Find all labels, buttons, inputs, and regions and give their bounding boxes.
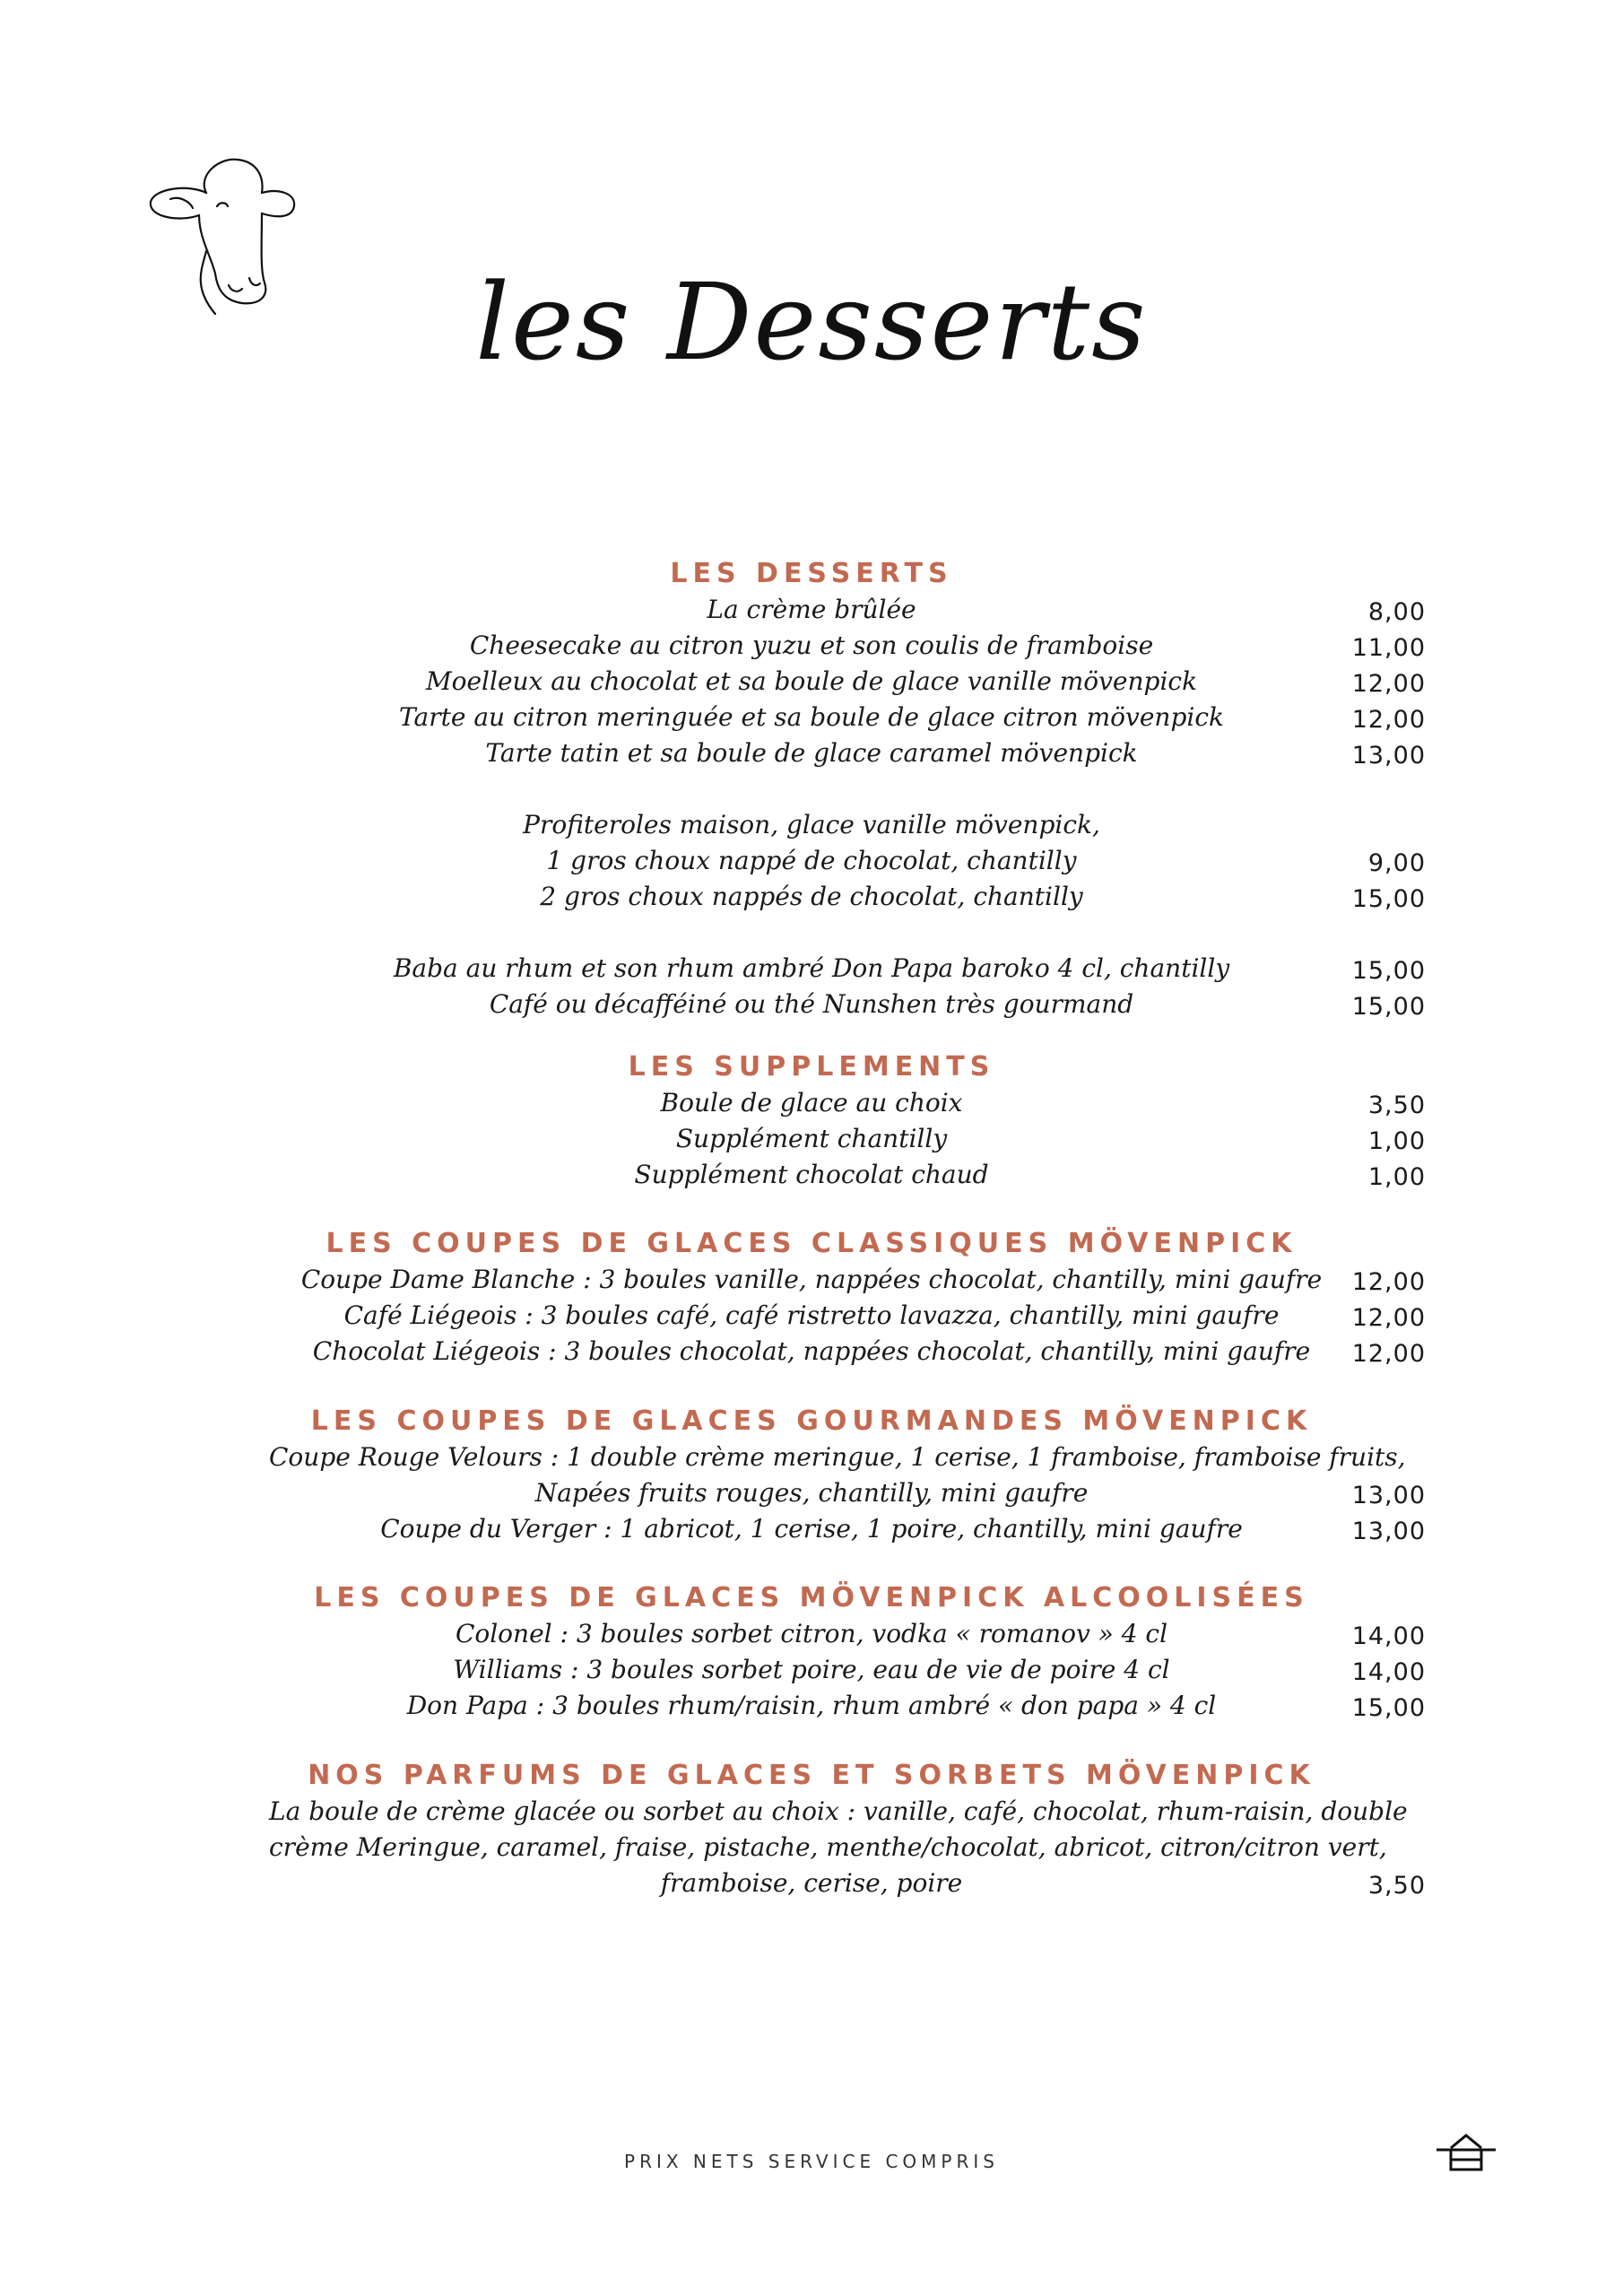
house-icon: [1435, 2130, 1497, 2173]
menu-item-price: 12,00: [1351, 670, 1426, 698]
menu-item-price: 15,00: [1351, 1694, 1426, 1722]
page-title: les Desserts: [475, 260, 1148, 384]
menu-item-price: 15,00: [1351, 957, 1426, 985]
menu-item-price: 12,00: [1351, 706, 1426, 734]
menu-item-price: 3,50: [1367, 1872, 1426, 1900]
menu-item-price: 15,00: [1351, 885, 1426, 913]
menu-item-text: Coupe Rouge Velours : 1 double crème meringue, 1 cerise, 1 framboise, framboise fruits,: [269, 1442, 1406, 1472]
section-title: NOS PARFUMS DE GLACES ET SORBETS MÖVENPICK: [308, 1760, 1315, 1791]
menu-item-text: Moelleux au chocolat et sa boule de glace vanille mövenpick: [425, 666, 1198, 696]
section-title: LES COUPES DE GLACES MÖVENPICK ALCOOLISÉES: [314, 1582, 1309, 1613]
menu-item-price: 13,00: [1351, 1482, 1426, 1509]
footer-note: PRIX NETS SERVICE COMPRIS: [624, 2151, 999, 2172]
menu-item-text: Tarte tatin et sa boule de glace caramel mövenpick: [485, 738, 1138, 768]
menu-item-price: 8,00: [1367, 598, 1426, 626]
menu-item-text: Café ou décafféiné ou thé Nunshen très gourmand: [489, 989, 1134, 1019]
menu-item-text: 2 gros choux nappés de chocolat, chantilly: [540, 882, 1083, 911]
section-title: LES DESSERTS: [670, 558, 953, 589]
menu-item-text: Supplément chantilly: [675, 1124, 948, 1153]
menu-item-text: Cheesecake au citron yuzu et son coulis de framboise: [469, 631, 1154, 660]
menu-item-text: crème Meringue, caramel, fraise, pistache, menthe/chocolat, abricot, citron/citron vert,: [269, 1832, 1387, 1862]
menu-item-price: 13,00: [1351, 1518, 1426, 1545]
section-title: LES SUPPLEMENTS: [628, 1051, 995, 1083]
menu-item-price: 9,00: [1367, 849, 1426, 877]
menu-item-price: 11,00: [1351, 634, 1426, 662]
menu-item-price: 12,00: [1351, 1340, 1426, 1368]
menu-item-text: Tarte au citron meringuée et sa boule de glace citron mövenpick: [399, 702, 1224, 732]
menu-item-text: framboise, cerise, poire: [660, 1868, 963, 1898]
menu-item-price: 13,00: [1351, 742, 1426, 770]
menu-item-text: Café Liégeois : 3 boules café, café ristretto lavazza, chantilly, mini gaufre: [343, 1300, 1280, 1330]
menu-item-price: 1,00: [1367, 1163, 1426, 1191]
menu-item-text: Coupe Dame Blanche : 3 boules vanille, nappées chocolat, chantilly, mini gaufre: [300, 1265, 1323, 1294]
menu-item-price: 3,50: [1367, 1091, 1426, 1119]
menu-item-text: Profiteroles maison, glace vanille mövenpick,: [523, 810, 1100, 839]
menu-item-text: Chocolat Liégeois : 3 boules chocolat, nappées chocolat, chantilly, mini gaufre: [312, 1336, 1311, 1366]
menu-item-text: 1 gros choux nappé de chocolat, chantilly: [546, 846, 1077, 875]
menu-item-price: 12,00: [1351, 1268, 1426, 1296]
menu-item-text: Coupe du Verger : 1 abricot, 1 cerise, 1 poire, chantilly, mini gaufre: [380, 1514, 1243, 1544]
menu-item-text: La crème brûlée: [707, 595, 916, 624]
menu-item-text: La boule de crème glacée ou sorbet au choix : vanille, café, chocolat, rhum-raisin, double: [269, 1796, 1408, 1826]
section-title: LES COUPES DE GLACES CLASSIQUES MÖVENPICK: [325, 1228, 1298, 1259]
menu-item-text: Boule de glace au choix: [660, 1088, 963, 1118]
menu-item-text: Williams : 3 boules sorbet poire, eau de vie de poire 4 cl: [453, 1655, 1170, 1684]
menu-item-price: 12,00: [1351, 1304, 1426, 1332]
menu-item-price: 1,00: [1367, 1127, 1426, 1155]
menu-item-text: Baba au rhum et son rhum ambré Don Papa baroko 4 cl, chantilly: [393, 953, 1230, 983]
menu-item-price: 14,00: [1351, 1622, 1426, 1650]
menu-item-text: Colonel : 3 boules sorbet citron, vodka « romanov » 4 cl: [455, 1619, 1168, 1648]
menu-item-text: Supplément chocolat chaud: [634, 1160, 989, 1189]
section-title: LES COUPES DE GLACES GOURMANDES MÖVENPICK: [310, 1405, 1313, 1437]
menu-item-price: 14,00: [1351, 1658, 1426, 1686]
menu-item-price: 15,00: [1351, 993, 1426, 1021]
menu-item-text: Napées fruits rouges, chantilly, mini gaufre: [534, 1478, 1089, 1508]
menu-item-text: Don Papa : 3 boules rhum/raisin, rhum ambré « don papa » 4 cl: [406, 1691, 1217, 1720]
